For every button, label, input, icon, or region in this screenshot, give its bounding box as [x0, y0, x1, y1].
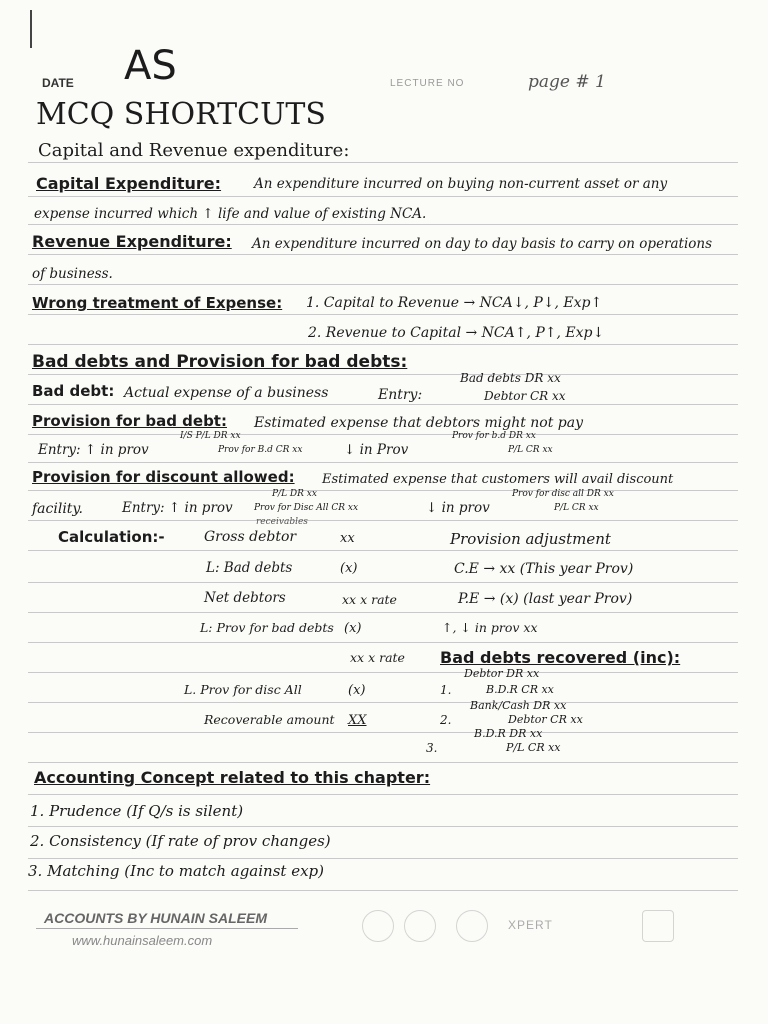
section-capital-revenue-heading: Capital and Revenue expenditure: — [38, 140, 350, 161]
provision-decrease-dr: Prov for b.d DR xx — [452, 431, 536, 441]
revenue-expenditure-term: Revenue Expenditure: — [32, 232, 232, 251]
provision-discount-entry-dr: P/L DR xx — [272, 489, 317, 499]
provision-decrease-label: ↓ in Prov — [344, 442, 409, 458]
calc-less-prov-disc-value: (x) — [348, 683, 366, 698]
bad-debt-entry-label: Entry: — [378, 387, 423, 403]
bad-debts-recovered-heading: Bad debts recovered (inc): — [440, 648, 681, 667]
bad-debt-entry-cr: Debtor CR xx — [484, 389, 566, 403]
recovered-entry3-number: 3. — [426, 741, 438, 755]
recovered-entry1-number: 1. — [440, 683, 452, 697]
date-label: DATE — [42, 76, 74, 90]
wrong-treatment-2: 2. Revenue to Capital → NCA↑, P↑, Exp↓ — [308, 325, 605, 341]
provision-adjustment-title: Provision adjustment — [450, 530, 611, 548]
provision-adjustment-pe: P.E → (x) (last year Prov) — [458, 591, 633, 607]
provision-discount-allowed-definition: Estimated expense that customers will avail discount — [322, 472, 674, 487]
page-title: MCQ SHORTCUTS — [36, 97, 326, 132]
date-value: AS — [124, 43, 177, 89]
provision-adjustment-ce: C.E → xx (This year Prov) — [454, 561, 634, 577]
capital-expenditure-term: Capital Expenditure: — [36, 174, 222, 193]
recovered-entry3-dr: B.D.R DR xx — [474, 727, 543, 740]
bad-debt-definition: Actual expense of a business — [124, 385, 329, 401]
provision-decrease-cr: P/L CR xx — [508, 445, 553, 455]
calc-net-debtors-value: xx x rate — [342, 592, 397, 607]
provision-discount-entry: Entry: ↑ in prov — [122, 500, 233, 516]
provision-adjustment-change: ↑, ↓ in prov xx — [442, 620, 538, 635]
recovered-entry1-cr: B.D.R CR xx — [486, 683, 554, 696]
recovered-entry3-cr: P/L CR xx — [506, 741, 561, 754]
section-bad-debts-heading: Bad debts and Provision for bad debts: — [32, 352, 408, 372]
provision-discount-entry-cr: Prov for Disc All CR xx — [254, 503, 359, 513]
calc-less-prov-disc: L. Prov for disc All — [184, 682, 302, 697]
provision-discount-allowed-definition-cont: facility. — [32, 501, 83, 517]
calc-gross-debtor-value: xx — [340, 531, 355, 546]
footer-url[interactable]: www.hunainsaleem.com — [72, 933, 213, 948]
provision-bad-debt-term: Provision for bad debt: — [32, 412, 227, 430]
bad-debt-term: Bad debt: — [32, 382, 115, 400]
lecture-label: LECTURE NO — [390, 78, 465, 89]
calculation-label: Calculation:- — [58, 528, 165, 546]
concept-prudence: 1. Prudence (If Q/s is silent) — [30, 802, 244, 820]
calc-gross-debtor: Gross debtor — [204, 529, 297, 545]
wrong-treatment-term: Wrong treatment of Expense: — [32, 294, 283, 312]
recovered-entry2-dr: Bank/Cash DR xx — [470, 699, 567, 712]
margin-mark — [30, 10, 32, 48]
calc-less-bad-debts-value: (x) — [340, 561, 358, 576]
revenue-expenditure-definition: An expenditure incurred on day to day basis to carry on operations — [252, 236, 713, 252]
provision-bad-debt-definition: Estimated expense that debtors might not pay — [254, 415, 584, 431]
provision-discount-decrease-cr: P/L CR xx — [554, 503, 599, 513]
partner-crest-icon — [642, 910, 674, 942]
provision-discount-decrease-label: ↓ in prov — [426, 500, 490, 516]
concept-consistency: 2. Consistency (If rate of prov changes) — [30, 832, 331, 850]
calc-less-bad-debts: L: Bad debts — [206, 560, 293, 576]
calc-rate: xx x rate — [350, 650, 405, 665]
calc-less-prov-bad-debts-value: (x) — [344, 621, 362, 636]
receivables-note: receivables — [256, 517, 308, 527]
partner-emblem-icon — [456, 910, 488, 942]
footer-divider — [36, 928, 298, 929]
calc-less-prov-bad-debts: L: Prov for bad debts — [200, 620, 334, 635]
capital-expenditure-definition-cont: expense incurred which ↑ life and value of existing NCA. — [34, 206, 427, 222]
recovered-entry2-number: 2. — [440, 713, 452, 727]
footer-brand: ACCOUNTS BY HUNAIN SALEEM — [44, 910, 267, 926]
provision-discount-decrease-dr: Prov for disc all DR xx — [512, 489, 614, 499]
xpert-logo: XPERT — [508, 918, 553, 932]
calc-recoverable-amount: Recoverable amount — [204, 712, 335, 727]
recovered-entry1-dr: Debtor DR xx — [464, 667, 540, 680]
partner-seal-icon — [404, 910, 436, 942]
calc-net-debtors: Net debtors — [204, 590, 286, 606]
provision-discount-allowed-term: Provision for discount allowed: — [32, 468, 295, 486]
page-number: page # 1 — [528, 72, 606, 92]
concept-matching: 3. Matching (Inc to match against exp) — [28, 862, 324, 880]
accounting-concepts-heading: Accounting Concept related to this chapter: — [34, 768, 431, 787]
bad-debt-entry-dr: Bad debts DR xx — [460, 371, 561, 385]
wrong-treatment-1: 1. Capital to Revenue → NCA↓, P↓, Exp↑ — [306, 295, 603, 311]
capital-expenditure-definition: An expenditure incurred on buying non-current asset or any — [254, 176, 668, 192]
revenue-expenditure-definition-cont: of business. — [32, 266, 113, 282]
provision-bad-debt-entry-dr: I/S P/L DR xx — [180, 431, 241, 441]
recovered-entry2-cr: Debtor CR xx — [508, 713, 583, 726]
partner-logo-icon — [362, 910, 394, 942]
provision-bad-debt-entry-cr: Prov for B.d CR xx — [218, 445, 303, 455]
calc-recoverable-amount-value: XX — [348, 713, 367, 728]
provision-bad-debt-entry: Entry: ↑ in prov — [38, 442, 149, 458]
